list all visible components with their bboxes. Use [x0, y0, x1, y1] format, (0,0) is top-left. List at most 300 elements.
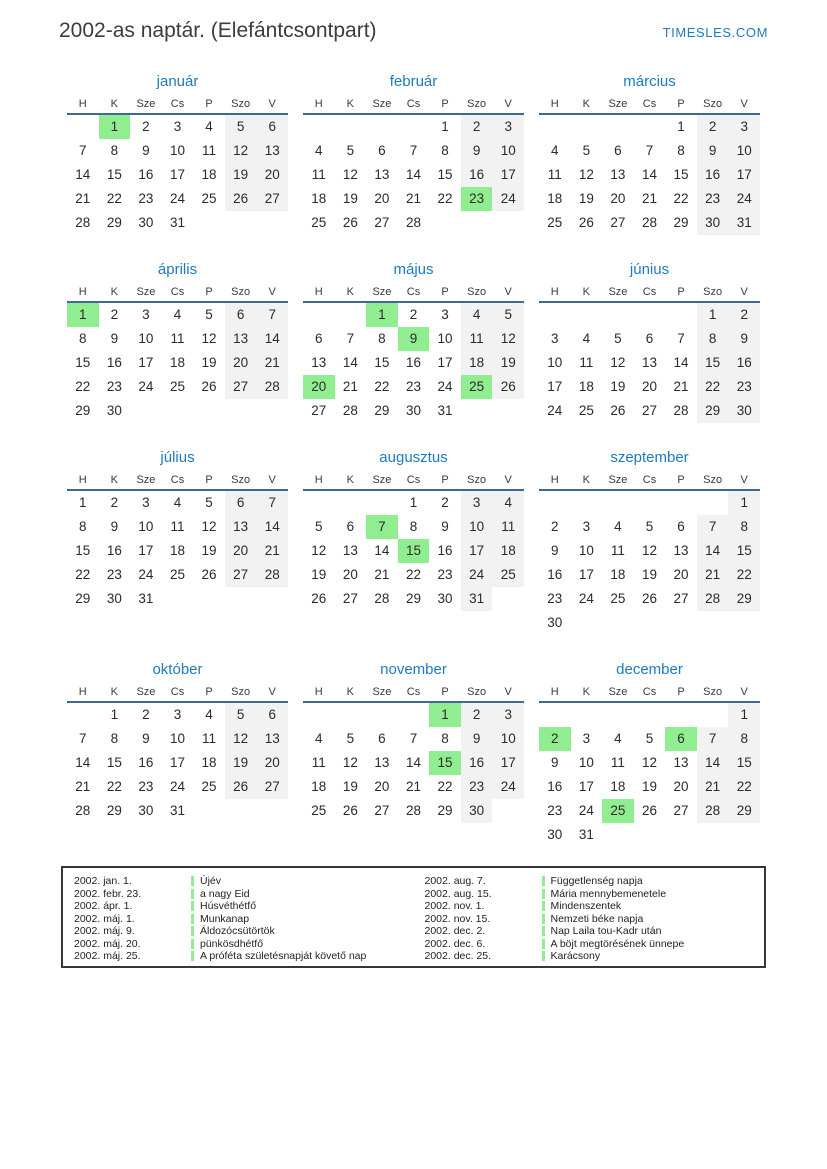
day-cell: 1 — [441, 119, 449, 134]
day-cell: 17 — [138, 543, 154, 558]
day-cell: 30 — [106, 403, 122, 418]
month-title: április — [157, 261, 198, 278]
empty-cell — [193, 799, 225, 823]
day-cell: 19 — [342, 191, 358, 206]
day-cell: 2 — [461, 115, 493, 139]
day-cell: 22 — [374, 379, 390, 394]
day-cell: 7 — [256, 491, 288, 515]
empty-cell — [256, 399, 288, 423]
day-cell: 27 — [610, 215, 626, 230]
day-cell: 10 — [437, 331, 453, 346]
day-cell: 7 — [677, 331, 685, 346]
day-cell: 26 — [342, 215, 358, 230]
day-cell: 24 — [169, 191, 185, 206]
day-cell: 19 — [641, 779, 657, 794]
month-title: február — [389, 73, 438, 90]
weekday-label: V — [504, 98, 512, 110]
weekday-label: Cs — [170, 686, 185, 698]
weekday-label: P — [441, 98, 449, 110]
empty-cell — [398, 703, 430, 727]
empty-cell — [225, 799, 257, 823]
empty-cell — [335, 115, 367, 139]
weekday-label: H — [550, 686, 559, 698]
day-cell: 21 — [697, 775, 729, 799]
weekday-label: P — [205, 474, 213, 486]
day-cell: 5 — [315, 519, 323, 534]
day-cell: 26 — [492, 375, 524, 399]
legend-entry — [74, 888, 414, 901]
day-cell: 26 — [610, 403, 626, 418]
day-cell: 25 — [169, 567, 185, 582]
weekday-label: H — [78, 474, 87, 486]
day-cell: 19 — [201, 355, 217, 370]
weekday-label: Szo — [703, 686, 723, 698]
legend-date: 2002. máj. 20. — [74, 937, 141, 950]
day-cell: 24 — [578, 803, 594, 818]
day-cell: 16 — [437, 543, 453, 558]
empty-cell — [303, 303, 335, 327]
empty-cell — [303, 703, 335, 727]
empty-cell — [665, 491, 697, 515]
day-cell: 23 — [697, 187, 729, 211]
day-cell: 13 — [673, 543, 689, 558]
empty-cell — [492, 799, 524, 823]
day-cell: 23 — [461, 187, 493, 211]
day-cell: 12 — [492, 327, 524, 351]
day-cell: 20 — [256, 751, 288, 775]
day-cell: 15 — [75, 543, 91, 558]
day-cell: 10 — [138, 331, 154, 346]
weekday-label: V — [268, 686, 276, 698]
month-days — [539, 115, 760, 235]
day-cell: 3 — [492, 115, 524, 139]
day-cell: 18 — [492, 539, 524, 563]
month-title: augusztus — [379, 449, 448, 466]
day-cell: 10 — [138, 519, 154, 534]
day-cell: 15 — [75, 355, 91, 370]
empty-cell — [366, 703, 398, 727]
day-cell: 21 — [641, 191, 657, 206]
legend-entry — [425, 900, 765, 913]
legend-date: 2002. nov. 1. — [424, 900, 485, 913]
day-cell: 17 — [169, 755, 185, 770]
weekday-label: P — [677, 474, 685, 486]
day-cell: 19 — [201, 543, 217, 558]
day-cell: 9 — [142, 731, 150, 746]
day-cell: 30 — [106, 591, 122, 606]
day-cell: 21 — [342, 379, 358, 394]
day-cell: 8 — [378, 331, 386, 346]
empty-cell — [335, 303, 367, 327]
day-cell: 20 — [673, 779, 689, 794]
month-title: május — [393, 261, 434, 278]
weekday-label: P — [205, 286, 213, 298]
day-cell: 24 — [492, 187, 524, 211]
month-3 — [539, 72, 760, 235]
legend-date: 2002. nov. 15. — [424, 912, 491, 925]
legend-entry — [425, 925, 765, 938]
day-cell: 21 — [697, 563, 729, 587]
empty-cell — [67, 703, 99, 727]
empty-cell — [697, 491, 729, 515]
day-cell: 28 — [641, 215, 657, 230]
day-cell: 13 — [673, 755, 689, 770]
weekday-label: K — [582, 474, 591, 486]
month-days — [67, 115, 288, 235]
day-cell: 2 — [551, 519, 559, 534]
day-cell: 30 — [138, 803, 154, 818]
holiday-tick-icon — [191, 889, 194, 899]
legend-entry — [74, 925, 414, 938]
day-cell: 5 — [645, 731, 654, 746]
day-cell: 8 — [441, 143, 449, 158]
legend-holiday-name: Mindenszentek — [550, 900, 622, 913]
day-cell: 1 — [366, 303, 398, 327]
day-cell: 2 — [142, 707, 150, 722]
day-cell: 11 — [311, 755, 326, 770]
empty-cell — [634, 115, 666, 139]
empty-cell — [130, 399, 162, 423]
weekday-label: P — [677, 686, 685, 698]
day-cell: 9 — [551, 755, 559, 770]
day-cell: 1 — [728, 703, 760, 727]
day-cell: 6 — [346, 519, 355, 534]
weekday-header-row — [67, 686, 288, 703]
month-title: március — [623, 73, 676, 90]
month-10 — [67, 660, 288, 823]
empty-cell — [571, 115, 603, 139]
day-cell: 25 — [578, 403, 594, 418]
day-cell: 16 — [547, 779, 563, 794]
empty-cell — [539, 115, 571, 139]
day-cell: 11 — [610, 543, 625, 558]
empty-cell — [634, 303, 666, 327]
day-cell: 2 — [110, 495, 119, 510]
day-cell: 26 — [311, 591, 327, 606]
day-cell: 25 — [461, 375, 493, 399]
holiday-tick-icon — [542, 914, 545, 924]
weekday-label: H — [550, 286, 559, 298]
day-cell: 14 — [405, 755, 421, 770]
empty-cell — [335, 703, 367, 727]
day-cell: 6 — [378, 143, 386, 158]
weekday-label: Cs — [642, 98, 657, 110]
weekday-label: K — [582, 98, 591, 110]
day-cell: 23 — [547, 591, 563, 606]
weekday-label: V — [740, 474, 748, 486]
day-cell: 30 — [461, 799, 493, 823]
month-days — [539, 303, 760, 423]
day-cell: 23 — [106, 567, 122, 582]
legend-date: 2002. jan. 1. — [74, 875, 132, 888]
day-cell: 25 — [311, 803, 327, 818]
weekday-label: Szo — [231, 98, 251, 110]
legend-column-1 — [63, 875, 414, 966]
month-days — [303, 115, 524, 235]
day-cell: 6 — [225, 303, 257, 327]
weekday-label: V — [268, 474, 276, 486]
day-cell: 12 — [641, 543, 657, 558]
empty-cell — [571, 491, 603, 515]
day-cell: 16 — [728, 351, 760, 375]
day-cell: 20 — [641, 379, 657, 394]
day-cell: 29 — [106, 215, 122, 230]
legend-date: 2002. febr. 23. — [74, 887, 142, 900]
day-cell: 23 — [728, 375, 760, 399]
legend-holiday-name: Húsvéthétfő — [200, 900, 257, 913]
weekday-label: P — [205, 686, 213, 698]
day-cell: 18 — [578, 379, 594, 394]
day-cell: 29 — [75, 403, 91, 418]
day-cell: 25 — [201, 779, 217, 794]
day-cell: 28 — [697, 799, 729, 823]
empty-cell — [634, 823, 666, 847]
empty-cell — [634, 491, 666, 515]
day-cell: 27 — [673, 803, 689, 818]
day-cell: 26 — [225, 775, 257, 799]
day-cell: 4 — [614, 519, 622, 534]
legend-date: 2002. ápr. 1. — [74, 900, 133, 913]
month-title: október — [152, 661, 203, 678]
day-cell: 31 — [461, 587, 493, 611]
day-cell: 20 — [374, 779, 390, 794]
day-cell: 16 — [697, 163, 729, 187]
day-cell: 18 — [311, 779, 327, 794]
day-cell: 16 — [405, 355, 421, 370]
weekday-label: P — [441, 286, 449, 298]
day-cell: 17 — [492, 751, 524, 775]
weekday-label: P — [677, 98, 685, 110]
weekday-label: Sze — [608, 98, 628, 110]
day-cell: 12 — [641, 755, 657, 770]
day-cell: 22 — [728, 775, 760, 799]
day-cell: 21 — [256, 351, 288, 375]
legend-date: 2002. dec. 25. — [424, 950, 492, 963]
day-cell: 10 — [547, 355, 563, 370]
weekday-header-row — [67, 98, 288, 115]
empty-cell — [429, 211, 461, 235]
day-cell: 12 — [342, 167, 358, 182]
day-cell: 28 — [405, 803, 421, 818]
weekday-label: Cs — [406, 686, 421, 698]
weekday-header-row — [303, 98, 524, 115]
day-cell: 2 — [697, 115, 729, 139]
day-cell: 27 — [641, 403, 657, 418]
day-cell: 31 — [169, 215, 185, 230]
holiday-tick-icon — [191, 876, 194, 886]
day-cell: 23 — [461, 775, 493, 799]
weekday-label: Sze — [372, 686, 392, 698]
day-cell: 3 — [551, 331, 559, 346]
day-cell: 9 — [461, 139, 493, 163]
day-cell: 23 — [138, 191, 154, 206]
weekday-label: H — [78, 686, 87, 698]
legend-holiday-name: Nemzeti béke napja — [550, 912, 644, 925]
weekday-label: Cs — [642, 474, 657, 486]
day-cell: 22 — [75, 379, 91, 394]
day-cell: 26 — [225, 187, 257, 211]
legend-holiday-name: Függetlenség napja — [550, 875, 643, 888]
day-cell: 6 — [256, 703, 288, 727]
weekday-header-row — [67, 474, 288, 491]
day-cell: 17 — [492, 163, 524, 187]
day-cell: 24 — [578, 591, 594, 606]
day-cell: 2 — [539, 727, 571, 751]
day-cell: 22 — [106, 191, 122, 206]
day-cell: 2 — [142, 119, 150, 134]
day-cell: 7 — [79, 731, 87, 746]
day-cell: 23 — [138, 779, 154, 794]
day-cell: 2 — [461, 703, 493, 727]
day-cell: 7 — [256, 303, 288, 327]
day-cell: 24 — [437, 379, 453, 394]
day-cell: 30 — [547, 827, 563, 842]
day-cell: 18 — [610, 567, 626, 582]
legend-date: 2002. aug. 15. — [424, 887, 492, 900]
day-cell: 28 — [374, 591, 390, 606]
weekday-label: Sze — [608, 286, 628, 298]
month-1 — [67, 72, 288, 235]
day-cell: 15 — [106, 755, 122, 770]
empty-cell — [634, 611, 666, 635]
day-cell: 19 — [610, 379, 626, 394]
weekday-label: H — [314, 286, 323, 298]
day-cell: 8 — [110, 143, 119, 158]
day-cell: 26 — [641, 803, 657, 818]
weekday-label: Szo — [467, 686, 487, 698]
day-cell: 22 — [75, 567, 91, 582]
day-cell: 12 — [201, 331, 217, 346]
empty-cell — [256, 799, 288, 823]
weekday-label: Cs — [406, 98, 421, 110]
day-cell: 5 — [225, 115, 257, 139]
day-cell: 21 — [374, 567, 390, 582]
legend-date: 2002. máj. 9. — [74, 925, 135, 938]
holiday-tick-icon — [191, 901, 194, 911]
day-cell: 12 — [578, 167, 594, 182]
day-cell: 26 — [342, 803, 358, 818]
empty-cell — [303, 491, 335, 515]
weekday-header-row — [67, 286, 288, 303]
weekday-header-row — [303, 474, 524, 491]
day-cell: 5 — [582, 143, 591, 158]
weekday-label: H — [78, 98, 87, 110]
day-cell: 7 — [366, 515, 398, 539]
day-cell: 25 — [610, 591, 626, 606]
day-cell: 20 — [610, 191, 626, 206]
holiday-tick-icon — [191, 914, 194, 924]
day-cell: 8 — [110, 731, 119, 746]
legend-date: 2002. dec. 2. — [424, 925, 486, 938]
day-cell: 5 — [346, 143, 355, 158]
day-cell: 25 — [547, 215, 563, 230]
day-cell: 31 — [437, 403, 453, 418]
weekday-label: H — [78, 286, 87, 298]
weekday-label: P — [441, 686, 449, 698]
day-cell: 27 — [225, 375, 257, 399]
weekday-label: Szo — [231, 474, 251, 486]
day-cell: 25 — [492, 563, 524, 587]
month-5 — [303, 260, 524, 423]
day-cell: 13 — [225, 515, 257, 539]
empty-cell — [193, 587, 225, 611]
day-cell: 16 — [547, 567, 563, 582]
day-cell: 28 — [256, 563, 288, 587]
weekday-label: P — [441, 474, 449, 486]
day-cell: 28 — [405, 215, 421, 230]
day-cell: 23 — [106, 379, 122, 394]
day-cell: 3 — [461, 491, 493, 515]
month-title: július — [160, 449, 195, 466]
day-cell: 17 — [138, 355, 154, 370]
weekday-label: Cs — [642, 286, 657, 298]
empty-cell — [492, 587, 524, 611]
weekday-label: Sze — [608, 474, 628, 486]
day-cell: 20 — [342, 567, 358, 582]
day-cell: 27 — [342, 591, 358, 606]
legend-entry — [425, 938, 765, 951]
empty-cell — [256, 587, 288, 611]
day-cell: 5 — [205, 495, 213, 510]
empty-cell — [461, 211, 493, 235]
empty-cell — [193, 211, 225, 235]
day-cell: 11 — [170, 519, 185, 534]
day-cell: 1 — [79, 495, 87, 510]
holiday-tick-icon — [542, 951, 545, 961]
day-cell: 30 — [697, 211, 729, 235]
day-cell: 19 — [492, 351, 524, 375]
day-cell: 23 — [405, 379, 421, 394]
legend-box — [61, 866, 766, 968]
day-cell: 14 — [75, 755, 91, 770]
empty-cell — [602, 823, 634, 847]
day-cell: 11 — [547, 167, 562, 182]
day-cell: 28 — [697, 587, 729, 611]
day-cell: 4 — [492, 491, 524, 515]
month-12 — [539, 660, 760, 847]
month-6 — [539, 260, 760, 423]
day-cell: 4 — [614, 731, 622, 746]
day-cell: 8 — [697, 327, 729, 351]
day-cell: 6 — [677, 519, 685, 534]
empty-cell — [728, 611, 760, 635]
day-cell: 1 — [110, 707, 119, 722]
weekday-label: Sze — [136, 686, 156, 698]
day-cell: 10 — [578, 755, 594, 770]
day-cell: 15 — [697, 351, 729, 375]
day-cell: 16 — [106, 355, 122, 370]
day-cell: 19 — [342, 779, 358, 794]
day-cell: 17 — [728, 163, 760, 187]
day-cell: 15 — [728, 751, 760, 775]
empty-cell — [665, 703, 697, 727]
day-cell: 27 — [225, 563, 257, 587]
day-cell: 18 — [169, 543, 185, 558]
month-days — [303, 491, 524, 611]
legend-entry — [425, 888, 765, 901]
day-cell: 27 — [374, 803, 390, 818]
weekday-header-row — [539, 98, 760, 115]
day-cell: 15 — [106, 167, 122, 182]
day-cell: 24 — [169, 779, 185, 794]
site-link[interactable]: TIMESLES.COM — [662, 25, 768, 40]
empty-cell — [728, 823, 760, 847]
weekday-label: K — [346, 98, 355, 110]
empty-cell — [225, 211, 257, 235]
month-8 — [303, 448, 524, 611]
legend-column-2 — [414, 875, 765, 966]
day-cell: 7 — [645, 143, 654, 158]
